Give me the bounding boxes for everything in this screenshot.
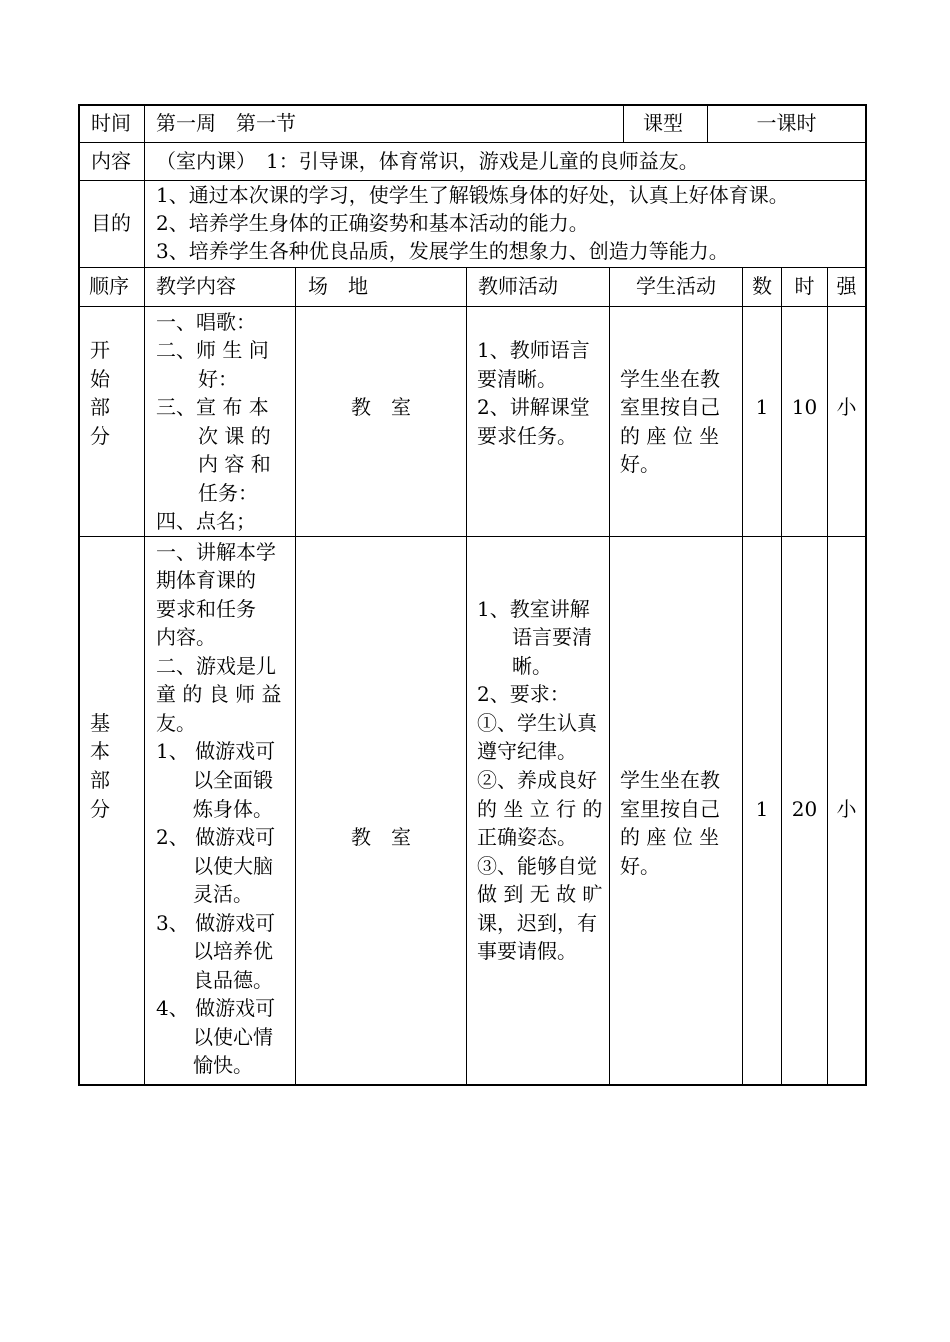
table-border-right: [865, 104, 867, 1086]
content-label: 内容: [91, 149, 131, 173]
section-label-char: 分: [90, 424, 110, 448]
column-header-intensity: 强: [836, 274, 857, 298]
section-label-char: 基: [90, 711, 110, 735]
teacher-activity-line: 事要请假。: [477, 939, 577, 963]
venue-value: 教 室: [351, 825, 411, 849]
teacher-activity-line: 正确姿态。: [477, 825, 577, 849]
row-divider: [78, 267, 867, 268]
goal-item: 3、培养学生各种优良品质，发展学生的想象力、创造力等能力。: [156, 239, 729, 263]
teaching-line: 灵活。: [193, 882, 253, 906]
section-label-char: 始: [90, 367, 110, 391]
teacher-activity-line: 语言要清: [512, 625, 592, 649]
teaching-line: 内 容 和: [198, 452, 271, 476]
table-border-left: [78, 104, 80, 1086]
venue-value: 教 室: [351, 395, 411, 419]
teaching-line: 一、讲解本学: [156, 540, 276, 564]
count-value: 1: [755, 797, 769, 821]
row-divider: [78, 142, 867, 143]
col-divider: [609, 267, 610, 1086]
teaching-line: 1、 做游戏可: [156, 739, 276, 763]
goal-label: 目的: [91, 211, 131, 235]
teacher-activity-line: 的 坐 立 行 的: [477, 797, 603, 821]
teaching-line: 二、师 生 问: [156, 338, 269, 362]
teaching-line: 一、唱歌：: [156, 310, 256, 334]
time-value-cell: 10: [791, 395, 818, 419]
teaching-line: 以使大脑: [193, 854, 273, 878]
row-divider: [78, 536, 867, 537]
section-label-char: 开: [90, 338, 110, 362]
teacher-activity-line: ①、学生认真: [477, 711, 597, 735]
content-value: （室内课） 1：引导课，体育常识，游戏是儿童的良师益友。: [156, 149, 699, 173]
teaching-line: 3、 做游戏可: [156, 911, 276, 935]
intensity-value: 小: [836, 395, 857, 419]
teaching-line: 以全面锻: [193, 768, 273, 792]
teacher-activity-line: 课，迟到，有: [477, 911, 597, 935]
teacher-activity-line: 晰。: [512, 654, 552, 678]
teaching-line: 以使心情: [193, 1025, 273, 1049]
col-divider: [144, 104, 145, 1086]
teacher-activity-line: 做 到 无 故 旷: [477, 882, 603, 906]
column-header-order: 顺序: [89, 274, 129, 298]
teaching-line: 内容。: [156, 625, 216, 649]
teaching-line: 任务：: [198, 481, 258, 505]
table-border-bottom: [78, 1084, 867, 1086]
teaching-line: 童 的 良 师 益: [156, 682, 282, 706]
teaching-line: 友。: [156, 711, 196, 735]
column-header-count: 数: [752, 274, 772, 298]
teaching-line: 愉快。: [193, 1053, 253, 1077]
intensity-value: 小: [836, 797, 857, 821]
column-header-venue: 场 地: [308, 274, 368, 298]
student-activity-line: 的 座 位 坐: [620, 825, 720, 849]
student-activity-line: 的 座 位 坐: [620, 424, 720, 448]
col-divider: [466, 267, 467, 1086]
teacher-activity-line: 1、教室讲解: [477, 597, 590, 621]
section-label-char: 本: [90, 739, 110, 763]
teacher-activity-line: 遵守纪律。: [477, 739, 577, 763]
goal-item: 1、通过本次课的学习，使学生了解锻炼身体的好处，认真上好体育课。: [156, 183, 789, 207]
column-header-teaching: 教学内容: [156, 274, 236, 298]
section-label-char: 部: [90, 395, 110, 419]
student-activity-line: 学生坐在教: [620, 367, 720, 391]
teaching-line: 2、 做游戏可: [156, 825, 276, 849]
goal-item: 2、培养学生身体的正确姿势和基本活动的能力。: [156, 211, 589, 235]
col-divider: [742, 267, 743, 1086]
section-label-char: 部: [90, 768, 110, 792]
teaching-line: 4、 做游戏可: [156, 996, 276, 1020]
teaching-line: 三、宣 布 本: [156, 395, 269, 419]
teaching-line: 炼身体。: [193, 797, 273, 821]
section-label-char: 分: [90, 797, 110, 821]
teacher-activity-line: 要清晰。: [477, 367, 557, 391]
count-value: 1: [755, 395, 769, 419]
teaching-line: 要求和任务: [156, 597, 256, 621]
teaching-line: 次 课 的: [198, 424, 271, 448]
column-header-teacher: 教师活动: [478, 274, 558, 298]
teacher-activity-line: 2、要求：: [477, 682, 570, 706]
time-label: 时间: [91, 111, 131, 135]
teaching-line: 以培养优: [193, 939, 273, 963]
teacher-activity-line: 2、讲解课堂: [477, 395, 590, 419]
teacher-activity-line: 要求任务。: [477, 424, 577, 448]
student-activity-line: 好。: [620, 452, 660, 476]
time-value: 第一周 第一节: [156, 111, 296, 135]
col-divider: [295, 267, 296, 1086]
teacher-activity-line: ③、能够自觉: [477, 854, 597, 878]
col-divider: [827, 267, 828, 1086]
col-divider: [623, 104, 624, 142]
lesson-type-value: 一课时: [756, 111, 817, 135]
teaching-line: 二、游戏是儿: [156, 654, 276, 678]
teaching-line: 良品德。: [193, 968, 273, 992]
student-activity-line: 室里按自己: [620, 395, 720, 419]
teaching-line: 四、点名；: [156, 509, 256, 533]
student-activity-line: 室里按自己: [620, 797, 720, 821]
column-header-time: 时: [794, 274, 815, 298]
student-activity-line: 学生坐在教: [620, 768, 720, 792]
time-value-cell: 20: [791, 797, 818, 821]
teacher-activity-line: ②、养成良好: [477, 768, 597, 792]
col-divider: [781, 267, 782, 1086]
student-activity-line: 好。: [620, 854, 660, 878]
teaching-line: 好：: [198, 367, 238, 391]
teacher-activity-line: 1、教师语言: [477, 338, 590, 362]
table-border-top: [78, 104, 867, 106]
lesson-type-label: 课型: [643, 111, 683, 135]
teaching-line: 期体育课的: [156, 568, 256, 592]
row-divider: [78, 306, 867, 307]
column-header-student: 学生活动: [636, 274, 716, 298]
